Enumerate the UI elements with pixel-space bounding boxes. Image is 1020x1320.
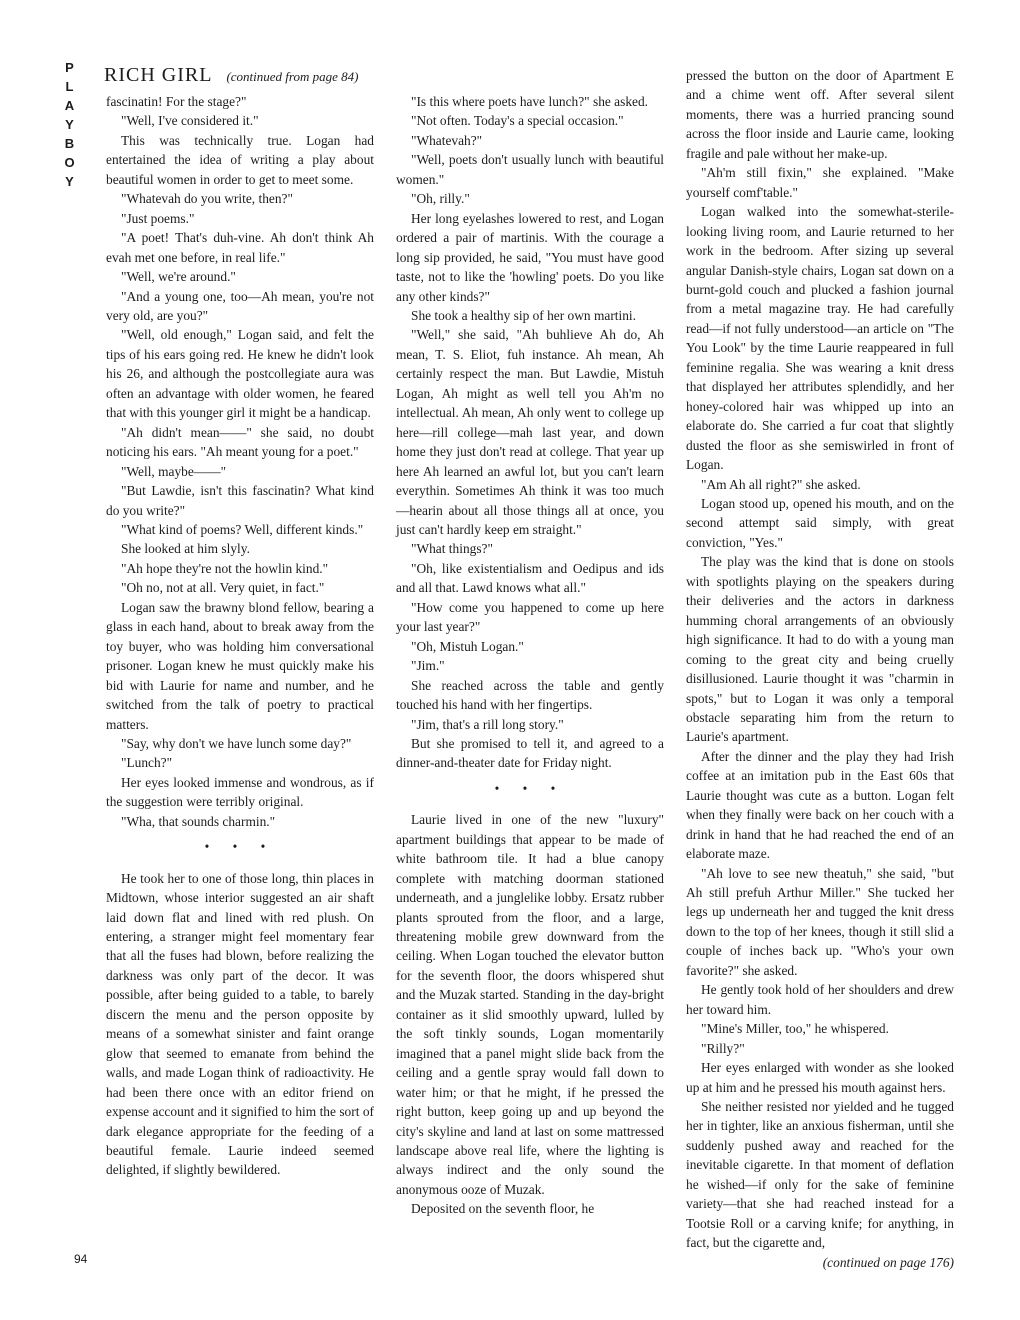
paragraph: "What things?": [411, 541, 493, 557]
paragraph: "Say, why don't we have lunch some day?": [121, 735, 352, 751]
paragraph: "Oh, Mistuh Logan.": [411, 638, 524, 654]
paragraph: "Am Ah all right?" she asked.: [701, 476, 861, 492]
paragraph: "Ah didn't mean——" she said, no doubt noticing his ears. "Ah meant young for a poet.": [106, 424, 374, 460]
paragraph: "Ah hope they're not the howlin kind.": [121, 560, 329, 576]
masthead-letter: P: [65, 60, 75, 75]
masthead-letter: A: [64, 98, 76, 113]
paragraph: Logan stood up, opened his mouth, and on the second attempt said simply, with great conviction, "Yes.": [686, 495, 954, 550]
paragraph: "Well, old enough," Logan said, and felt the tips of his ears going red. He knew he didn't look his 26, and although the postcollegiate aura was often an advantage with older women, he feared that with this younger girl it might be a handicap.: [106, 327, 374, 421]
continued-on-note: (continued on page 176): [822, 1254, 954, 1270]
paragraph: "Jim, that's a rill long story.": [411, 716, 564, 732]
paragraph: After the dinner and the play they had Irish coffee at an imitation pub in the East 60s that Laurie thought was cute as a button. Logan felt when they finally were back on her couch with a drink in hand that he had reached the end of an elaborate maze.: [686, 748, 954, 862]
paragraph: She reached across the table and gently touched his hand with her fingertips.: [396, 677, 664, 713]
paragraph: "Whatevah do you write, then?": [121, 191, 293, 207]
masthead-letter: L: [65, 79, 75, 94]
masthead-vertical: [58, 58, 82, 191]
article-header: [104, 64, 358, 87]
paragraph: "Ah'm still fixin," she explained. "Make yourself comf'table.": [686, 165, 954, 200]
paragraph: She took a healthy sip of her own martini.: [411, 307, 636, 323]
paragraph: "Well," she said, "Ah buhlieve Ah do, Ah mean, T. S. Eliot, fuh instance. Ah mean, Ah certainly respect the man. But Lawdie, Mistuh Logan, Ah might as well tell you Ah'm no intellectual. Ah mean, Ah only went to college up here—rill college—mah last year, and down home they just don't read at college. That year up here Ah learned an awful lot, but you can't learn everythin. Sometimes Ah think it was too much—hearin about all those things all at once, you just can't hardly keep em straight.": [396, 327, 664, 537]
paragraph: "Not often. Today's a special occasion.": [411, 113, 624, 129]
paragraph: "Oh, like existentialism and Oedipus and ids and all that. Lawd knows what all.": [396, 560, 664, 596]
paragraph: "Just poems.": [121, 210, 195, 226]
paragraph: Laurie lived in one of the new "luxury" apartment buildings that appear to be made of white bathroom tile. It had a blue canopy complete with matching doorman stationed underneath, and a junglelike lobby. Ersatz rubber plants sprouted from the floor, and a large, threatening mobile grew downward from the ceiling. When Logan touched the elevator button for the seventh floor, the doors whispered shut and the Muzak started. Standing in the day-bright container as it slid smoothly upward, lulled by the soft tinkly sounds, Logan momentarily imagined that a panel might slide back from the ceiling and a gentle spray would fall down to water him; or that he might, if he pressed the right button, keep going up and up beyond the city's skyline and land at last on some mattressed landscape above real life, where the lighting is always indirect and the only sound the anonymous ooze of Muzak.: [396, 812, 664, 1197]
paragraph: "Oh, rilly.": [411, 191, 470, 207]
text-column-3: [686, 66, 954, 1272]
masthead-letter: Y: [65, 174, 75, 189]
paragraph: "Oh no, not at all. Very quiet, in fact.": [121, 580, 325, 596]
paragraph: He gently took hold of her shoulders and drew her toward him.: [686, 982, 954, 1017]
text-column-2: [396, 92, 664, 1219]
paragraph: "Mine's Miller, too," he whispered.: [701, 1021, 889, 1037]
paragraph: The play was the kind that is done on stools with spotlights playing on the speakers during their deliveries and the actors in darkness humming choral arrangements of an obviously high significance. It had to do with a young man coming to the great city and being cruelly disillusioned. Laurie thought it was "charmin in spots," but to Logan it was only a temporal obstacle separating him from the return to Laurie's apartment.: [686, 554, 954, 745]
text-column-1: [106, 92, 374, 1180]
paragraph: Logan walked into the somewhat-sterile-looking living room, and Laurie returned to her work in the bedroom. After sizing up several angular Danish-style chairs, Logan sat down on a burnt-gold couch and plucked a fashion journal from a metal magazine tray. He had carefully read—if not fully understood—an article on "The You Look" by the time Laurie reappeared in full feminine regalia. She was wearing a knit dress that displayed her attributes splendidly, and her honey-colored hair was whipped up into an elaborate do. She carried a fur coat that slightly dusted the floor as she semiswirled in front of Logan.: [686, 204, 954, 473]
paragraph: pressed the button on the door of Apartment E and a chime went off. After several silent moments, there was a hurried prancing sound across the floor inside and Laurie came, looking fragile and pale without her make-up.: [686, 68, 954, 161]
paragraph: She looked at him slyly.: [121, 541, 250, 557]
paragraph: "Well, poets don't usually lunch with beautiful women.": [396, 152, 664, 187]
section-break: • • •: [204, 839, 276, 855]
article-title: RICH GIRL: [104, 64, 213, 86]
page-number: 94: [74, 1252, 88, 1266]
paragraph: "Lunch?": [121, 755, 173, 771]
paragraph: "A poet! That's duh-vine. Ah don't think Ah evah met one before, in real life.": [106, 230, 374, 265]
paragraph: Her eyes looked immense and wondrous, as if the suggestion were terribly original.: [106, 774, 374, 810]
masthead-letter: O: [64, 155, 76, 170]
paragraph: "But Lawdie, isn't this fascinatin? What kind do you write?": [106, 483, 374, 518]
section-break: • • •: [494, 780, 566, 796]
paragraph: "Rilly?": [701, 1040, 745, 1056]
paragraph: Deposited on the seventh floor, he: [411, 1201, 595, 1217]
paragraph: "What kind of poems? Well, different kinds.": [121, 521, 364, 537]
paragraph: "Is this where poets have lunch?" she asked.: [411, 94, 649, 109]
paragraph: "Whatevah?": [411, 132, 483, 148]
paragraph: "Well, I've considered it.": [121, 113, 259, 129]
paragraph: "Well, maybe——": [121, 463, 227, 479]
paragraph: "How come you happened to come up here your last year?": [396, 599, 664, 635]
paragraph: "And a young one, too—Ah mean, you're not very old, are you?": [106, 288, 374, 323]
masthead-letter: Y: [65, 117, 75, 132]
paragraph: "Ah love to see new theatuh," she said, "but Ah still prefuh Arthur Miller." She tucked her legs up underneath her and tugged the knit dress down to the top of her knees, though it still slid a couple of inches back up. "Who's your own favorite?" she asked.: [686, 865, 954, 978]
paragraph: "Well, we're around.": [121, 269, 236, 285]
paragraph: "Wha, that sounds charmin.": [121, 813, 276, 829]
paragraph: "Jim.": [411, 658, 445, 674]
paragraph: Her eyes enlarged with wonder as she looked up at him and he pressed his mouth against hers.: [686, 1060, 954, 1095]
paragraph: Her long eyelashes lowered to rest, and Logan ordered a pair of martinis. With the courage a long sip provided, he said, "You must have good taste, not to like the 'howling' poets. Do you like any other kinds?": [396, 210, 664, 304]
paragraph: She neither resisted nor yielded and he tugged her in tighter, like an anxious fisherman, until she suddenly pushed away and reached for the inevitable cigarette. In that moment of deflation he wished—if only for the sake of feminine variety—that she had reached instead for a Tootsie Roll or a carving knife; for anything, in fact, but the cigarette and,: [686, 1099, 954, 1251]
paragraph: But she promised to tell it, and agreed to a dinner-and-theater date for Friday night.: [396, 735, 664, 771]
paragraph: This was technically true. Logan had entertained the idea of writing a play about beautiful women in order to get to meet some.: [106, 132, 374, 187]
continued-from-note: (continued from page 84): [226, 69, 359, 84]
paragraph: fascinatin! For the stage?": [106, 94, 247, 109]
paragraph: Logan saw the brawny blond fellow, bearing a glass in each hand, about to break away from the toy buyer, who was holding him conversational prisoner. Logan knew he must quickly make his bid with Laurie for name and number, and he switched from the talk of poetry to practical matters.: [106, 599, 374, 732]
masthead-letter: B: [64, 136, 76, 151]
paragraph: He took her to one of those long, thin places in Midtown, whose interior suggested an air shaft laid down flat and lined with red plush. On entering, a stranger might feel momentary fear that all the fuses had blown, before realizing the darkness was only part of the decor. It was possible, after being guided to a table, to barely discern the menu and the person opposite by means of a somewhat sinister and faint orange glow that seemed to emanate from behind the walls, and made Logan think of radioactivity. He had been there once with an editor friend on expense account and it signified to him the sort of dark elegance appropriate for the feeding of a beautiful female. Laurie indeed seemed delighted, if slightly bewildered.: [106, 870, 374, 1178]
